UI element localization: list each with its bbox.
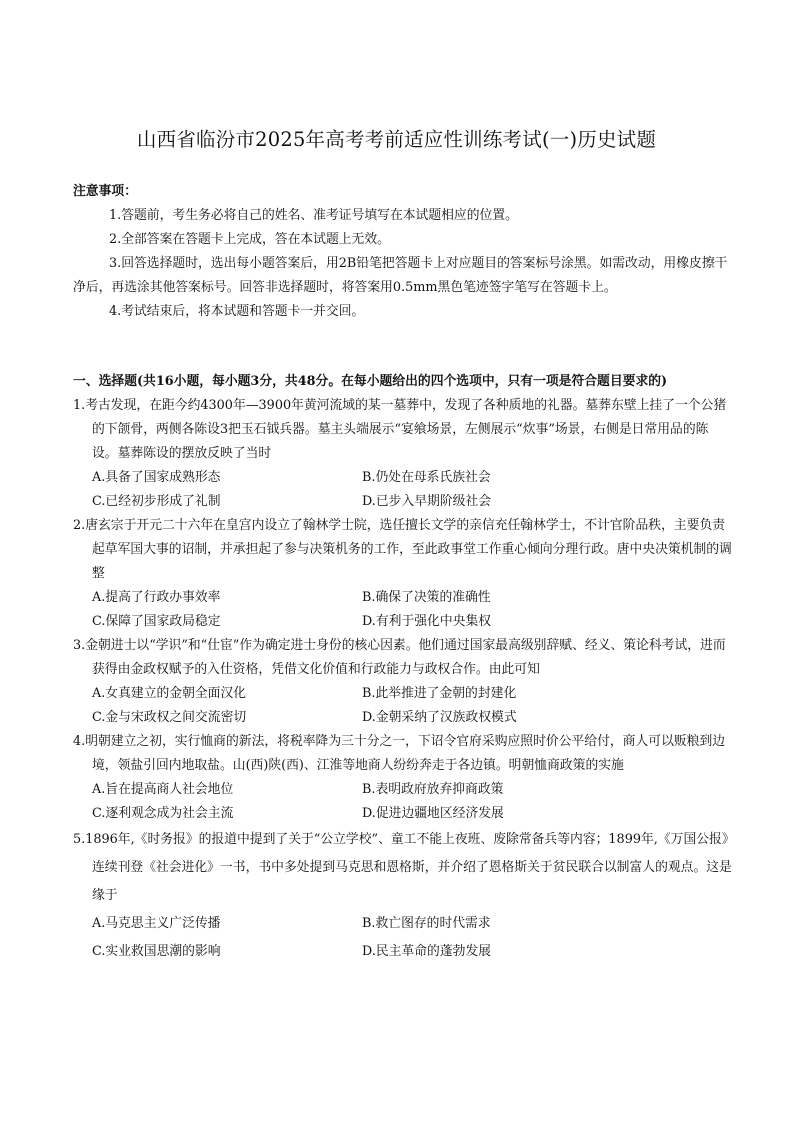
notice-heading: 注意事项： — [73, 184, 137, 199]
question-2 — [73, 514, 733, 634]
exam-title: 山西省临汾市2025年高考考前适应性训练考试(一)历史试题 — [136, 128, 657, 151]
options — [73, 682, 733, 730]
section-heading: 一、选择题(共16小题，每小题3分，共48分。在每小题给出的四个选项中，只有一项是符合题目要求的) — [73, 374, 668, 389]
option-a: A.提高了行政办事效率 — [92, 590, 221, 605]
option-c: C.保障了国家政局稳定 — [92, 614, 221, 629]
option-c: C.已经初步形成了礼制 — [92, 494, 221, 509]
notice-item-1: 1.答题前，考生务必将自己的姓名、准考证号填写在本试题相应的位置。 — [109, 208, 518, 223]
question-1 — [73, 394, 733, 514]
options — [73, 778, 733, 826]
option-b: B.表明政府放弃抑商政策 — [362, 782, 504, 797]
question-stem: 5.1896年,《时务报》的报道中提到了关于“公立学校”、童工不能上夜班、废除常备兵等内容；1899年,《万国公报》连续刊登《社会进化》一书，书中多处提到马克思和恩格斯，并介绍了恩格斯关于贫民联合以制富人的观点。这是缘于 — [73, 832, 732, 903]
options — [73, 586, 733, 634]
option-a: A.马克思主义广泛传播 — [92, 916, 221, 931]
option-a: A.旨在提高商人社会地位 — [92, 782, 234, 797]
option-b: B.此举推进了金朝的封建化 — [362, 686, 517, 701]
question-stem: 3.金朝进士以“学识”和“仕宦”作为确定进士身份的核心因素。他们通过国家最高级别辞赋、经义、策论科考试，进而获得由金政权赋予的入仕资格，凭借文化价值和行政能力与政权合作。由此可知 — [73, 638, 726, 677]
option-d: D.金朝采纳了汉族政权模式 — [362, 710, 517, 725]
question-stem: 2.唐玄宗于开元二十六年在皇宫内设立了翰林学士院，选任擅长文学的亲信充任翰林学士，不计官阶品秩，主要负责起草军国大事的诏制，并承担起了参与决策机务的工作，至此政事堂工作重心倾向分理行政。唐中央决策机制的调整 — [73, 518, 732, 581]
question-3 — [73, 634, 733, 730]
options — [73, 466, 733, 514]
option-d: D.已步入早期阶级社会 — [362, 494, 492, 509]
notice-item-4: 4.考试结束后，将本试题和答题卡一并交回。 — [109, 304, 365, 319]
option-c: C.实业救国思潮的影响 — [92, 944, 221, 959]
notice-item-2: 2.全部答案在答题卡上完成，答在本试题上无效。 — [109, 232, 390, 247]
option-c: C.逐利观念成为社会主流 — [92, 806, 234, 821]
option-d: D.促进边疆地区经济发展 — [362, 806, 504, 821]
option-b: B.救亡图存的时代需求 — [362, 916, 491, 931]
options — [73, 910, 733, 966]
option-d: D.有利于强化中央集权 — [362, 614, 492, 629]
question-4 — [73, 730, 733, 826]
multiple-choice-section — [73, 370, 733, 966]
option-c: C.金与宋政权之间交流密切 — [92, 710, 247, 725]
notice-item-3: 3.回答选择题时，选出每小题答案后，用2B铅笔把答题卡上对应题目的答案标号涂黑。如需改动，用橡皮擦干净后，再选涂其他答案标号。回答非选择题时，将答案用0.5mm黑色笔迹签字笔写在答题卡上。 — [73, 256, 728, 295]
option-a: A.女真建立的金朝全面汉化 — [92, 686, 247, 701]
option-b: B.仍处在母系氏族社会 — [362, 470, 491, 485]
question-stem: 4.明朝建立之初，实行恤商的新法，将税率降为三十分之一，下诏令官府采购应照时价公平给付，商人可以贩粮到边境，领盐引回内地取盐。山(西)陕(西)、江淮等地商人纷纷奔走于各边镇。明朝恤商政策的实施 — [73, 734, 726, 773]
option-a: A.具备了国家成熟形态 — [92, 470, 221, 485]
question-5 — [73, 826, 733, 966]
option-d: D.民主革命的蓬勃发展 — [362, 944, 492, 959]
option-b: B.确保了决策的准确性 — [362, 590, 491, 605]
question-stem: 1.考古发现，在距今约4300年—3900年黄河流域的某一墓葬中，发现了各种质地的礼器。墓葬东壁上挂了一个公猪的下颌骨，两侧各陈设3把玉石钺兵器。墓主头端展示“宴飨场景，左侧展示“炊事”场景，右侧是日常用品的陈设。墓葬陈设的摆放反映了当时 — [73, 398, 727, 461]
notice-block — [73, 180, 733, 324]
